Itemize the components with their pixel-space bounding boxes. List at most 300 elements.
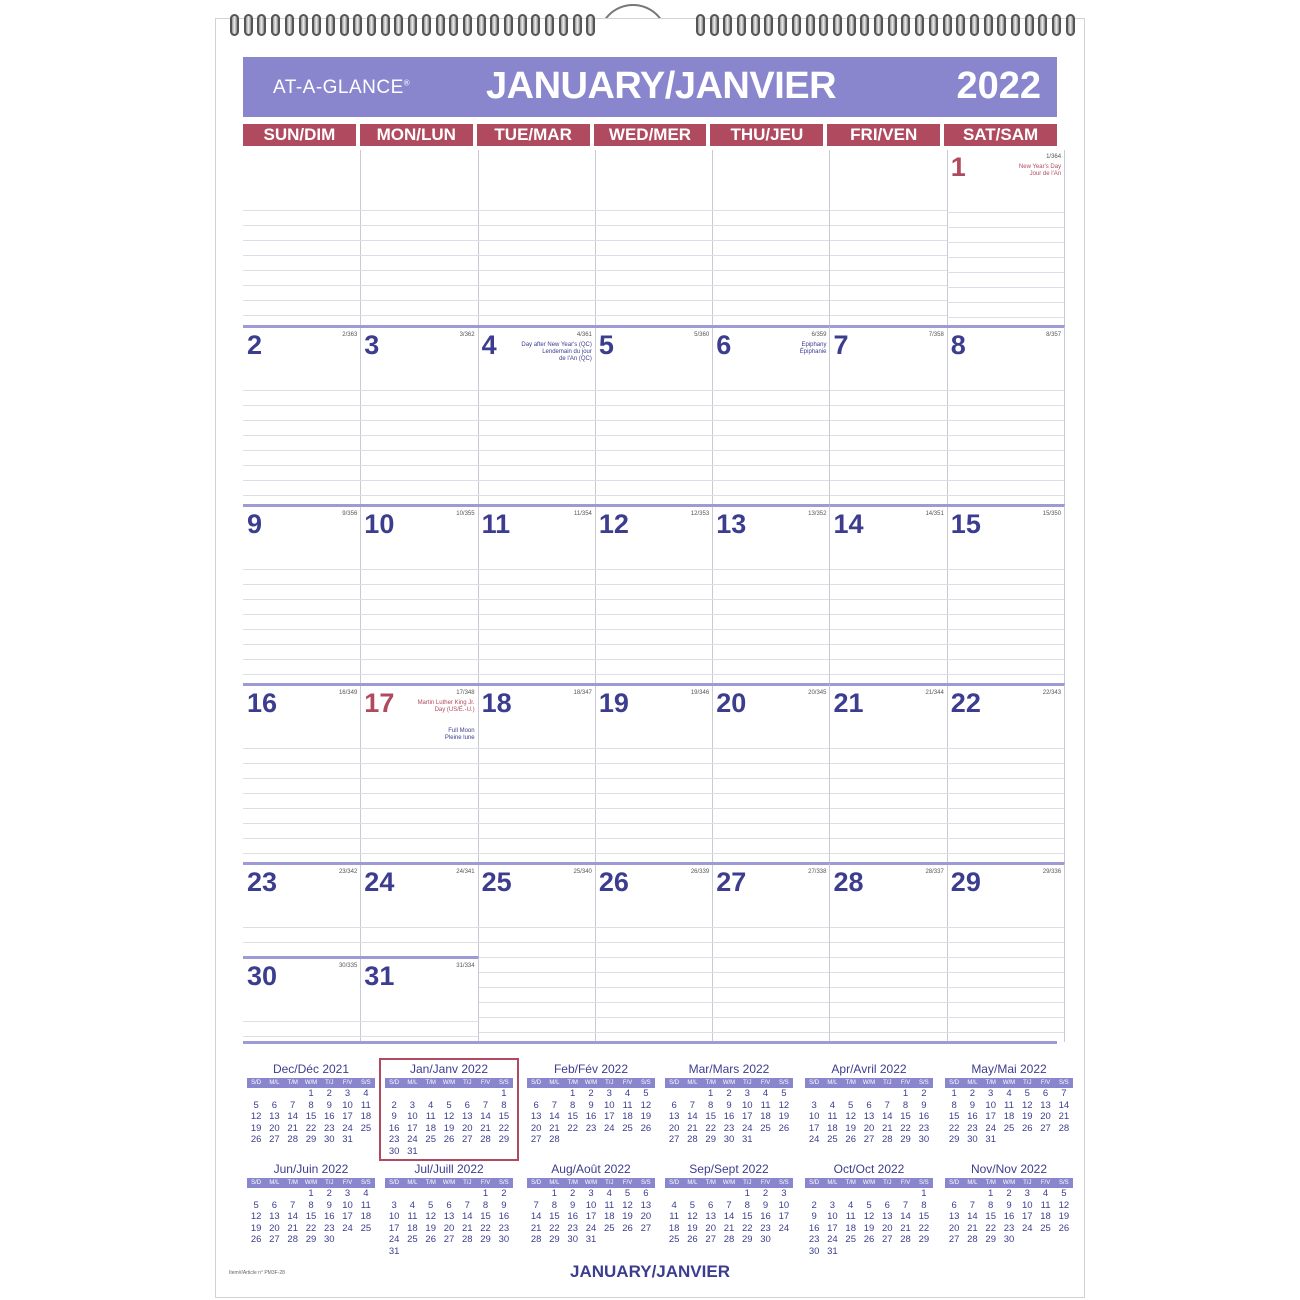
- mini-day: 22: [567, 1122, 578, 1134]
- mini-day: 19: [425, 1222, 436, 1234]
- day-number: 22: [950, 688, 981, 718]
- mini-weekday: S/S: [641, 1080, 651, 1086]
- mini-day: 20: [863, 1122, 875, 1134]
- mini-day: 25: [1003, 1122, 1015, 1134]
- mini-day: 7: [464, 1199, 470, 1211]
- binding-coil: [888, 14, 897, 36]
- mini-day: 8: [551, 1199, 558, 1211]
- day-cell-4[interactable]: [478, 325, 596, 504]
- mini-day: 23: [760, 1222, 771, 1234]
- day-of-year: 12/353: [690, 511, 710, 517]
- binding-coil: [504, 14, 513, 36]
- day-cell-31[interactable]: [360, 956, 478, 1042]
- mini-day: 9: [811, 1211, 817, 1222]
- mini-day: 17: [741, 1111, 753, 1122]
- mini-weekday-row: [805, 1078, 933, 1088]
- mini-day: 23: [723, 1122, 735, 1134]
- mini-day: 24: [388, 1234, 400, 1245]
- mini-days: [385, 1188, 513, 1257]
- mini-day: 12: [640, 1099, 652, 1111]
- mini-day: 11: [360, 1099, 371, 1111]
- mini-day: 8: [308, 1099, 314, 1111]
- day-cell-14[interactable]: [830, 504, 948, 683]
- day-cell-17[interactable]: [360, 683, 478, 862]
- mini-day: 6: [1042, 1088, 1049, 1099]
- mini-day: 18: [760, 1111, 771, 1122]
- day-cell-8[interactable]: [947, 325, 1065, 504]
- mini-weekday: S/D: [531, 1180, 542, 1186]
- mini-calendar: [379, 1058, 519, 1161]
- day-cell-6[interactable]: [712, 325, 830, 504]
- mini-weekday: S/S: [361, 1180, 371, 1186]
- mini-day: 22: [305, 1122, 317, 1134]
- mini-calendar-title: Aug/Août 2022: [551, 1162, 631, 1176]
- weekday-saturday: SAT/SAM: [944, 124, 1057, 146]
- mini-day: 5: [624, 1188, 631, 1199]
- binding-coil: [819, 14, 828, 36]
- mini-day: 1: [921, 1188, 927, 1199]
- binding-coil: [477, 14, 486, 36]
- mini-day: 13: [269, 1111, 280, 1122]
- mini-day: 24: [342, 1222, 353, 1234]
- mini-day: 17: [1021, 1211, 1033, 1222]
- mini-weekday: T/J: [883, 1080, 892, 1086]
- day-of-year: 16/349: [338, 690, 358, 696]
- mini-day: 11: [1040, 1199, 1051, 1211]
- mini-day: 23: [967, 1122, 978, 1134]
- mini-day: 28: [287, 1234, 298, 1245]
- mini-weekday: S/S: [641, 1180, 651, 1186]
- mini-day: 21: [549, 1122, 560, 1134]
- mini-day: 8: [308, 1199, 314, 1211]
- binding-coil: [257, 14, 266, 36]
- mini-day: 30: [723, 1134, 735, 1145]
- mini-weekday: S/D: [669, 1080, 680, 1086]
- mini-day: 29: [900, 1134, 911, 1145]
- mini-weekday: S/D: [949, 1180, 960, 1186]
- moon-phase-note: Full Moon Pleine lune: [444, 728, 475, 741]
- mini-calendar: [805, 1162, 933, 1257]
- binding-coil: [230, 14, 239, 36]
- mini-day: 20: [443, 1222, 455, 1234]
- mini-day: 21: [687, 1122, 698, 1134]
- mini-day: 2: [501, 1188, 507, 1199]
- mini-day: 13: [881, 1211, 893, 1222]
- mini-weekday: T/J: [1023, 1080, 1032, 1086]
- mini-day: 30: [498, 1234, 510, 1245]
- mini-day: 22: [705, 1122, 716, 1134]
- mini-day: 13: [948, 1211, 960, 1222]
- day-cell-15[interactable]: [947, 504, 1065, 683]
- binding-coil: [299, 14, 308, 36]
- binding-coil: [833, 14, 842, 36]
- mini-weekday: F/V: [760, 1080, 771, 1086]
- mini-weekday-row: [805, 1178, 933, 1188]
- mini-day: 20: [640, 1211, 652, 1222]
- mini-day: 30: [1003, 1234, 1015, 1245]
- mini-weekday: M/L: [827, 1080, 838, 1086]
- binding-coil: [943, 14, 952, 36]
- mini-day: 13: [530, 1111, 542, 1122]
- mini-day: 26: [687, 1234, 698, 1245]
- mini-day: 12: [845, 1111, 856, 1122]
- mini-day: 11: [407, 1211, 418, 1222]
- mini-day: 24: [1021, 1222, 1033, 1234]
- binding-coil: [956, 14, 965, 36]
- day-number: 9: [247, 509, 263, 539]
- mini-day: 3: [829, 1199, 836, 1211]
- day-of-year: 11/354: [573, 511, 592, 517]
- mini-day: 4: [428, 1099, 434, 1111]
- mini-day: 3: [1024, 1188, 1030, 1199]
- mini-weekday: T/M: [705, 1180, 716, 1186]
- day-of-year: 20/345: [808, 690, 827, 696]
- mini-day: 5: [781, 1088, 787, 1099]
- day-cell-13[interactable]: [712, 504, 830, 683]
- mini-day: 2: [762, 1188, 769, 1199]
- mini-weekday: S/D: [531, 1080, 542, 1086]
- year-label: 2022: [956, 65, 1041, 107]
- mini-day: 24: [827, 1234, 838, 1245]
- mini-day: 1: [708, 1088, 714, 1099]
- item-number: Item#/Article n° PM3F-28: [229, 1270, 285, 1276]
- mini-day: 4: [1006, 1088, 1012, 1099]
- empty-day-cell: [595, 150, 713, 325]
- day-of-year: 5/360: [694, 332, 710, 338]
- mini-day: 5: [689, 1199, 696, 1211]
- binding-coil: [340, 14, 349, 36]
- mini-weekday: W/M: [584, 1080, 598, 1086]
- mini-weekday: S/D: [251, 1080, 262, 1086]
- mini-day: 24: [342, 1122, 353, 1134]
- mini-weekday: M/L: [687, 1080, 698, 1086]
- mini-weekday: T/M: [287, 1080, 298, 1086]
- day-cell-11[interactable]: [478, 504, 596, 683]
- day-number: 13: [716, 509, 747, 539]
- mini-day: 6: [708, 1199, 714, 1211]
- day-cell-26[interactable]: [595, 862, 713, 1042]
- binding-coil: [860, 14, 869, 36]
- mini-day: 1: [570, 1088, 576, 1099]
- footer-month-title: JANUARY/JANVIER: [570, 1262, 730, 1281]
- day-cell-25[interactable]: [478, 862, 596, 1042]
- day-cell-24[interactable]: [360, 862, 478, 956]
- mini-weekday-row: [945, 1078, 1073, 1088]
- mini-day: 3: [391, 1199, 397, 1211]
- mini-day: 15: [305, 1211, 317, 1222]
- mini-day: 5: [1061, 1188, 1067, 1199]
- mini-weekday: M/L: [549, 1180, 560, 1186]
- mini-day: 3: [744, 1088, 750, 1099]
- mini-day: 22: [305, 1222, 317, 1234]
- mini-day: 18: [425, 1122, 436, 1134]
- mini-day: 27: [269, 1234, 280, 1245]
- mini-day: 19: [863, 1222, 875, 1234]
- weekday-monday: MON/LUN: [360, 124, 473, 146]
- mini-day: 12: [425, 1211, 436, 1222]
- mini-day: 19: [640, 1111, 652, 1122]
- mini-day: 26: [845, 1134, 856, 1145]
- mini-day: 28: [480, 1134, 491, 1145]
- mini-weekday: T/J: [883, 1180, 892, 1186]
- mini-day: 7: [533, 1199, 539, 1211]
- mini-calendar: [527, 1062, 655, 1146]
- mini-day: 3: [344, 1188, 351, 1199]
- spiral-binding: [230, 14, 1075, 40]
- day-cell-22[interactable]: [947, 683, 1065, 862]
- mini-day: 29: [985, 1234, 996, 1245]
- mini-weekday: F/V: [1040, 1080, 1051, 1086]
- mini-day: 4: [762, 1088, 769, 1099]
- mini-day: 2: [570, 1188, 576, 1199]
- mini-weekday: M/L: [269, 1180, 280, 1186]
- mini-weekday: S/S: [1059, 1180, 1069, 1186]
- mini-day: 15: [985, 1211, 996, 1222]
- mini-weekday: S/D: [809, 1180, 820, 1186]
- mini-weekday: S/D: [251, 1180, 262, 1186]
- mini-day: 2: [391, 1099, 397, 1111]
- day-cell-9[interactable]: [243, 504, 361, 683]
- mini-day: 29: [705, 1134, 716, 1145]
- day-number: 27: [716, 867, 747, 897]
- empty-day-cell: [478, 150, 596, 325]
- mini-day: 15: [741, 1211, 753, 1222]
- mini-day: 29: [498, 1134, 510, 1145]
- mini-day: 10: [1021, 1199, 1033, 1211]
- mini-weekday-row: [665, 1178, 793, 1188]
- binding-coil: [312, 14, 321, 36]
- mini-day: 21: [287, 1122, 298, 1134]
- mini-day: 14: [480, 1111, 491, 1122]
- mini-day: 14: [967, 1211, 978, 1222]
- day-number: 19: [598, 688, 629, 718]
- mini-day: 30: [967, 1134, 978, 1145]
- day-of-year: 18/347: [573, 690, 592, 696]
- mini-day: 18: [1003, 1111, 1015, 1122]
- mini-day: 23: [918, 1122, 930, 1134]
- mini-day: 9: [726, 1099, 732, 1111]
- mini-day: 5: [428, 1199, 434, 1211]
- mini-day: 12: [778, 1099, 790, 1111]
- mini-weekday: T/J: [743, 1080, 752, 1086]
- mini-day: 9: [501, 1199, 507, 1211]
- mini-day: 2: [588, 1088, 594, 1099]
- mini-day: 7: [551, 1099, 558, 1111]
- mini-day: 31: [342, 1134, 353, 1145]
- mini-day: 25: [622, 1122, 633, 1134]
- weekday-wednesday: WED/MER: [594, 124, 707, 146]
- mini-weekday: F/V: [900, 1080, 911, 1086]
- mini-day: 21: [881, 1122, 893, 1134]
- binding-coil: [710, 14, 719, 36]
- mini-day: 16: [388, 1122, 400, 1134]
- mini-day: 23: [1003, 1222, 1015, 1234]
- mini-day: 26: [425, 1234, 436, 1245]
- mini-weekday: S/D: [809, 1080, 820, 1086]
- empty-day-cell: [712, 150, 830, 325]
- mini-weekday-row: [247, 1178, 375, 1188]
- day-number: 24: [364, 867, 395, 897]
- mini-day: 29: [480, 1234, 491, 1245]
- binding-coil: [915, 14, 924, 36]
- mini-day: 30: [323, 1134, 335, 1145]
- mini-day: 7: [290, 1099, 296, 1111]
- mini-days: [527, 1088, 655, 1146]
- mini-day: 9: [1006, 1199, 1012, 1211]
- day-cell-1[interactable]: [947, 150, 1065, 325]
- mini-calendar-title: Sep/Sept 2022: [689, 1162, 769, 1176]
- mini-day: 14: [723, 1211, 735, 1222]
- day-cell-5[interactable]: [595, 325, 713, 504]
- mini-day: 2: [326, 1088, 332, 1099]
- mini-day: 19: [443, 1122, 455, 1134]
- mini-day: 25: [1040, 1222, 1051, 1234]
- mini-calendar-title: Apr/Avril 2022: [831, 1062, 907, 1076]
- binding-coil: [929, 14, 938, 36]
- mini-day: 23: [808, 1234, 820, 1245]
- mini-weekday: T/M: [567, 1080, 578, 1086]
- mini-weekday: W/M: [722, 1080, 736, 1086]
- day-cell-16[interactable]: [243, 683, 361, 862]
- day-number: 14: [833, 509, 864, 539]
- mini-days: [805, 1188, 933, 1257]
- day-number: 15: [950, 509, 981, 539]
- day-cell-30[interactable]: [243, 956, 361, 1042]
- weekday-sunday: SUN/DIM: [243, 124, 356, 146]
- mini-day: 10: [407, 1111, 418, 1122]
- mini-calendar: [805, 1062, 933, 1146]
- day-of-year: 27/338: [808, 869, 827, 875]
- mini-day: 25: [827, 1134, 838, 1145]
- day-number: 23: [247, 867, 278, 897]
- day-number: 10: [364, 509, 395, 539]
- empty-day-cell: [243, 150, 361, 325]
- mini-days: [665, 1088, 793, 1146]
- mini-weekday: T/M: [425, 1080, 436, 1086]
- day-cell-20[interactable]: [712, 683, 830, 862]
- day-cell-27[interactable]: [712, 862, 830, 1042]
- mini-day: 5: [848, 1099, 854, 1111]
- day-cell-18[interactable]: [478, 683, 596, 862]
- day-cell-12[interactable]: [595, 504, 713, 683]
- mini-day: 20: [881, 1222, 893, 1234]
- mini-weekday: S/S: [779, 1180, 789, 1186]
- mini-day: 7: [1061, 1088, 1067, 1099]
- mini-day: 29: [305, 1134, 317, 1145]
- binding-coil: [353, 14, 362, 36]
- mini-day: 12: [1058, 1199, 1070, 1211]
- mini-weekday: M/L: [967, 1080, 978, 1086]
- mini-day: 3: [606, 1088, 612, 1099]
- mini-day: 16: [808, 1222, 820, 1234]
- holiday-note: Epiphany Épiphanie: [799, 342, 827, 355]
- mini-day: 21: [287, 1222, 298, 1234]
- mini-day: 9: [969, 1099, 976, 1111]
- day-cell-2[interactable]: [243, 325, 361, 504]
- mini-day: 6: [464, 1099, 470, 1111]
- brand-logo: AT-A-GLANCE®: [273, 77, 411, 98]
- mini-day: 14: [1058, 1099, 1070, 1111]
- mini-day: 14: [287, 1211, 298, 1222]
- mini-day: 26: [1058, 1222, 1070, 1234]
- day-of-year: 14/351: [925, 511, 944, 517]
- mini-day: 3: [409, 1099, 416, 1111]
- mini-day: 27: [530, 1134, 542, 1145]
- mini-day: 10: [342, 1199, 353, 1211]
- day-cell-19[interactable]: [595, 683, 713, 862]
- mini-day: 17: [827, 1222, 838, 1234]
- mini-day: 10: [388, 1211, 400, 1222]
- mini-day: 1: [308, 1088, 314, 1099]
- mini-day: 22: [900, 1122, 911, 1134]
- mini-day: 18: [668, 1222, 680, 1234]
- mini-day: 17: [407, 1122, 418, 1134]
- binding-coil: [422, 14, 431, 36]
- mini-day: 9: [391, 1111, 397, 1122]
- mini-day: 14: [530, 1211, 542, 1222]
- mini-weekday: M/L: [407, 1080, 418, 1086]
- day-cell-10[interactable]: [360, 504, 478, 683]
- mini-day: 6: [884, 1199, 890, 1211]
- binding-coil: [326, 14, 335, 36]
- mini-day: 28: [1058, 1122, 1070, 1134]
- mini-day: 4: [409, 1199, 416, 1211]
- mini-day: 5: [446, 1099, 452, 1111]
- mini-days: [385, 1088, 513, 1157]
- mini-day: 7: [290, 1199, 296, 1211]
- mini-day: 16: [585, 1111, 597, 1122]
- binding-coil: [1052, 14, 1061, 36]
- mini-weekday: T/M: [287, 1180, 298, 1186]
- mini-day: 10: [778, 1199, 790, 1211]
- mini-day: 18: [407, 1222, 418, 1234]
- mini-day: 7: [969, 1199, 976, 1211]
- day-cell-23[interactable]: [243, 862, 361, 956]
- mini-day: 15: [948, 1111, 960, 1122]
- binding-coil: [806, 14, 815, 36]
- mini-day: 11: [760, 1099, 771, 1111]
- mini-day: 11: [669, 1211, 680, 1222]
- mini-day: 9: [326, 1199, 332, 1211]
- mini-day: 8: [501, 1099, 507, 1111]
- day-number: 12: [598, 509, 629, 539]
- mini-weekday: T/J: [1023, 1180, 1032, 1186]
- mini-day: 25: [845, 1234, 856, 1245]
- day-cell-21[interactable]: [830, 683, 948, 862]
- mini-day: 8: [902, 1099, 909, 1111]
- day-cell-28[interactable]: [830, 862, 948, 1042]
- day-cell-3[interactable]: [360, 325, 478, 504]
- mini-day: 8: [988, 1199, 994, 1211]
- mini-day: 11: [827, 1111, 838, 1122]
- mini-day: 31: [407, 1145, 418, 1157]
- mini-calendar-title: Dec/Déc 2021: [272, 1062, 350, 1076]
- mini-weekday: W/M: [1002, 1180, 1016, 1186]
- mini-weekday: S/D: [389, 1180, 400, 1186]
- mini-day: 16: [323, 1211, 335, 1222]
- mini-calendar: [247, 1162, 375, 1246]
- mini-day: 22: [480, 1222, 491, 1234]
- mini-weekday: F/V: [622, 1080, 633, 1086]
- day-cell-7[interactable]: [830, 325, 948, 504]
- mini-weekday: T/M: [845, 1180, 856, 1186]
- mini-day: 10: [827, 1211, 838, 1222]
- mini-day: 12: [250, 1111, 262, 1122]
- mini-day: 15: [918, 1211, 930, 1222]
- mini-day: 5: [1024, 1088, 1030, 1099]
- day-cell-29[interactable]: [947, 862, 1065, 1042]
- mini-day: 26: [443, 1134, 455, 1145]
